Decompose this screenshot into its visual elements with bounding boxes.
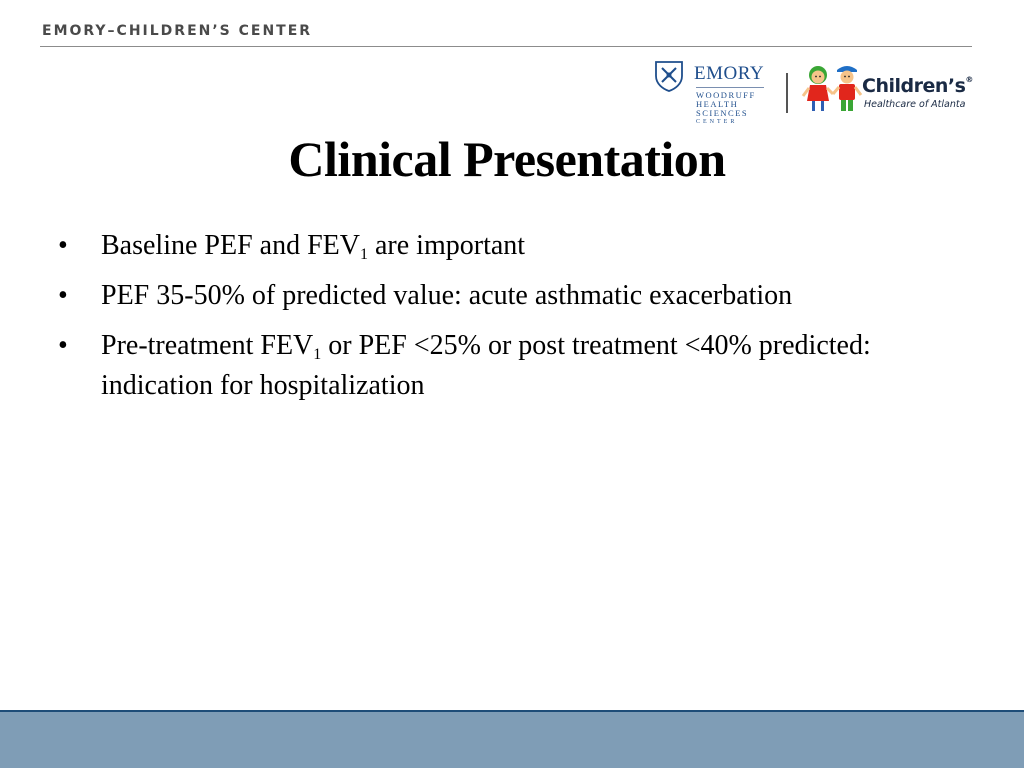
- bullet-marker: •: [58, 330, 68, 361]
- header-divider: [40, 46, 972, 47]
- emory-wordmark: EMORY: [694, 63, 765, 84]
- bullet-list: [56, 226, 976, 416]
- emory-sub-line: HEALTH: [696, 99, 739, 109]
- emory-sub-line: SCIENCES: [696, 108, 749, 118]
- bullet-text: Pre-treatment FEV: [101, 330, 314, 361]
- childrens-tagline: Healthcare of Atlanta: [864, 99, 966, 110]
- bullet-text: are important: [368, 230, 526, 261]
- registered-mark: ®: [965, 75, 973, 84]
- childrens-name: Children’s: [862, 75, 966, 97]
- childrens-wordmark: [862, 75, 973, 97]
- children-figures-icon: [801, 61, 865, 115]
- header-org-name: EMORY–CHILDREN’S CENTER: [42, 23, 313, 39]
- emory-sub-line: CENTER: [696, 119, 738, 125]
- emory-sub-line: WOODRUFF: [696, 90, 756, 100]
- bullet-marker: •: [58, 230, 68, 261]
- bullet-text: Baseline PEF and FEV: [101, 230, 360, 261]
- logo-divider: [786, 73, 788, 113]
- bullet-text: PEF 35-50% of predicted value: acute asthmatic exacerbation: [101, 280, 793, 311]
- footer-band: [0, 710, 1024, 768]
- subscript: 1: [360, 246, 368, 263]
- subscript: 1: [313, 346, 322, 363]
- bullet-marker: •: [58, 280, 68, 311]
- emory-subtitle: [696, 91, 766, 127]
- bullet-item: [56, 326, 976, 406]
- emory-logo-rule: [696, 87, 764, 88]
- bullet-text: or PEF <25% or post treatment <40% predicted: indication for hospitalization: [101, 330, 871, 401]
- emory-shield-icon: [654, 60, 684, 92]
- bullet-item: [56, 226, 976, 266]
- bullet-item: [56, 276, 976, 316]
- slide-title: Clinical Presentation: [288, 131, 726, 187]
